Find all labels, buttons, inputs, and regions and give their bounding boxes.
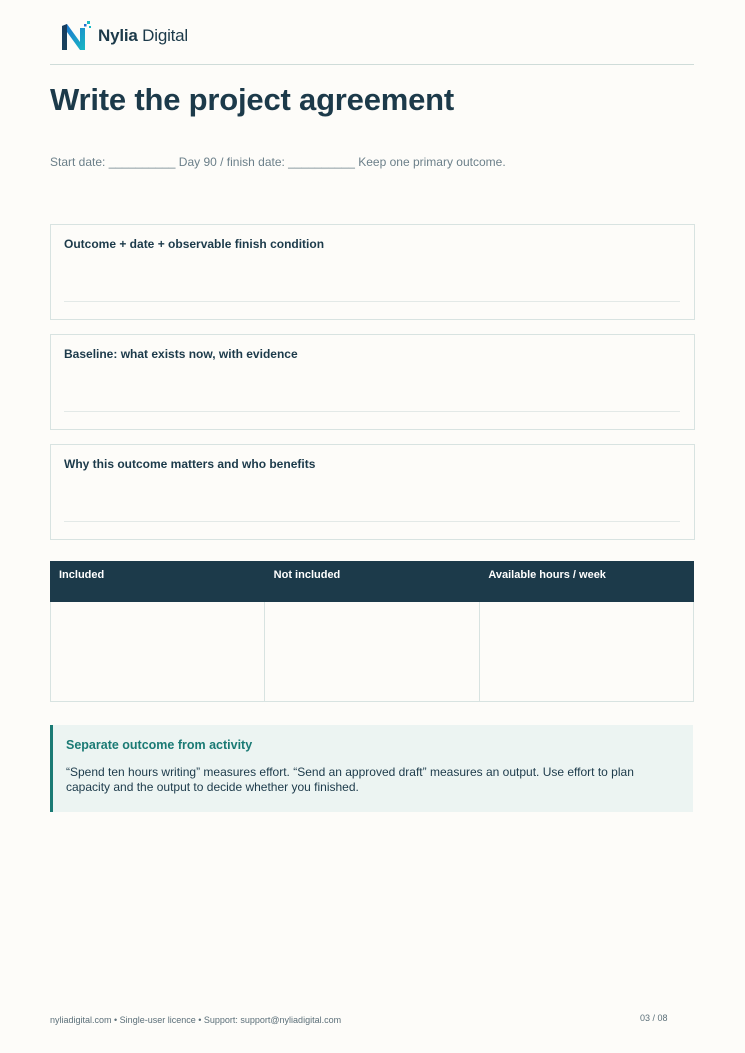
table-header-row bbox=[50, 561, 694, 602]
page-number: 03 / 08 bbox=[640, 1013, 668, 1023]
writing-line bbox=[64, 411, 680, 412]
baseline-box[interactable] bbox=[50, 334, 695, 430]
available-hours-cell[interactable] bbox=[480, 602, 693, 701]
writing-line bbox=[64, 301, 680, 302]
baseline-label: Baseline: what exists now, with evidence bbox=[64, 347, 298, 361]
outcome-label: Outcome + date + observable finish condition bbox=[64, 237, 325, 251]
why-label: Why this outcome matters and who benefits bbox=[64, 457, 316, 471]
header-included: Included bbox=[59, 569, 105, 581]
page-title: Write the project agreement bbox=[50, 82, 455, 117]
footer-text: nyliadigital.com • Single-user licence • Support: support@nyliadigital.com bbox=[50, 1015, 342, 1025]
brand-logo[interactable] bbox=[58, 18, 188, 54]
header-not-included: Not included bbox=[273, 569, 341, 581]
tip-title: Separate outcome from activity bbox=[66, 738, 253, 752]
header-available-hours: Available hours / week bbox=[488, 569, 606, 581]
not-included-cell[interactable] bbox=[265, 602, 479, 701]
scope-table bbox=[50, 561, 694, 702]
page-header bbox=[50, 14, 694, 65]
tip-body: “Spend ten hours writing” measures effort. “Send an approved draft” measures an output. Use effort to plan capacity and the output to decide whether you finished. bbox=[66, 765, 634, 794]
brand-name: Nylia Digital bbox=[98, 26, 189, 45]
writing-line bbox=[64, 521, 680, 522]
why-box[interactable] bbox=[50, 444, 695, 540]
table-row bbox=[50, 602, 694, 702]
outcome-box[interactable] bbox=[50, 224, 695, 320]
date-line: Start date: __________ Day 90 / finish date: __________ Keep one primary outcome. bbox=[50, 155, 506, 169]
nylia-logo-icon bbox=[58, 18, 94, 54]
included-cell[interactable] bbox=[51, 602, 265, 701]
tip-callout bbox=[50, 725, 693, 812]
